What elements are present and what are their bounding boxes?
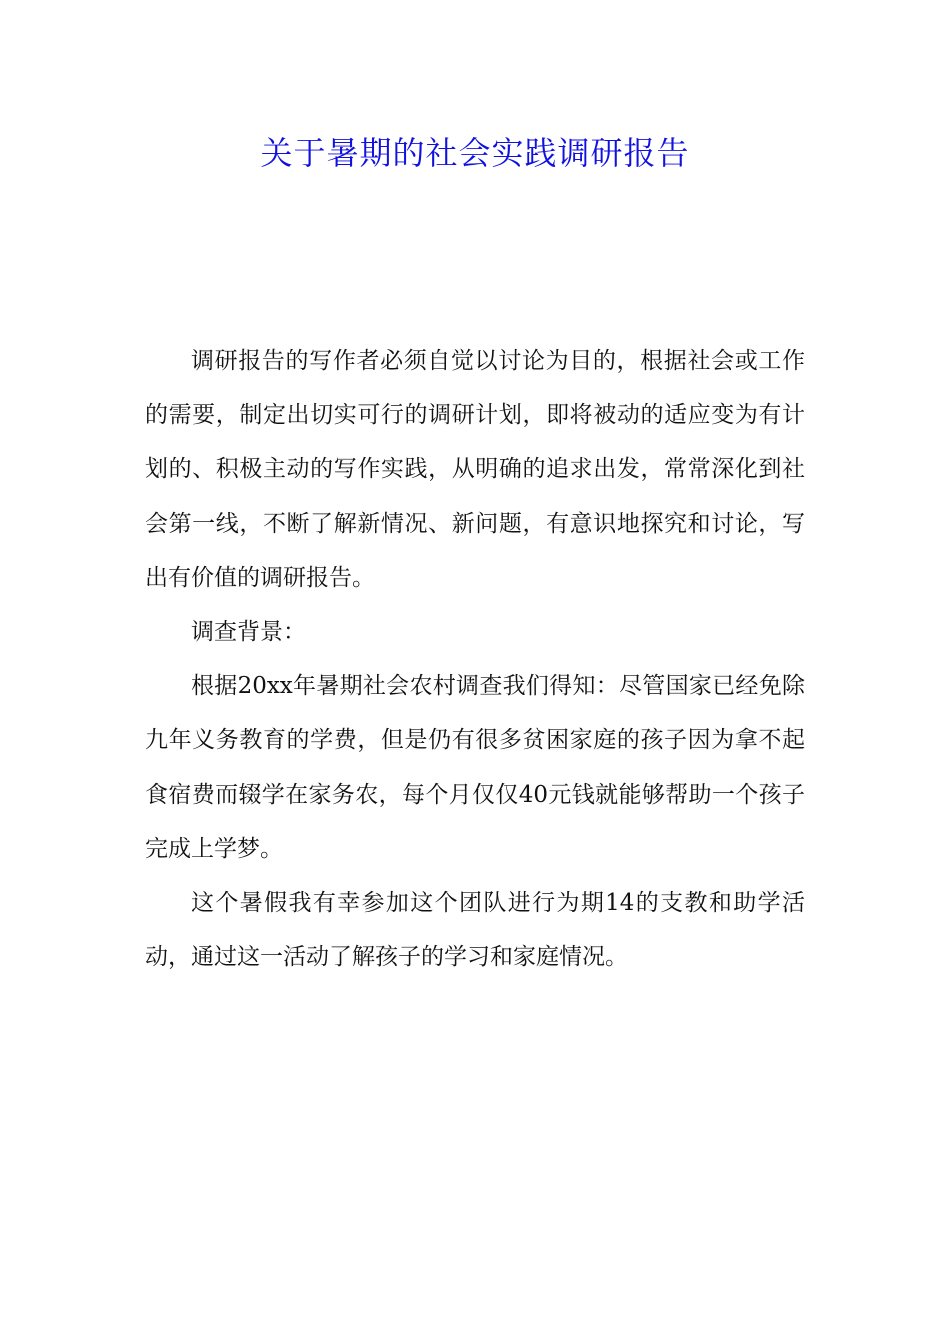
document-title: 关于暑期的社会实践调研报告 (260, 134, 690, 172)
paragraph-background-heading: 调查背景： (191, 619, 306, 646)
paragraph-background: 根据20xx年暑期社会农村调查我们得知：尽管国家已经免除九年义务教育的学费，但是仍有很多贫困家庭的孩子因为拿不起食宿费而辍学在家务农，每个月仅仅40元钱就能够帮助一个孩子完成上学梦。 (145, 673, 805, 862)
paragraph-activity: 这个暑假我有幸参加这个团队进行为期14的支教和助学活动，通过这一活动了解孩子的学习和家庭情况。 (145, 890, 805, 971)
paragraph-intro: 调研报告的写作者必须自觉以讨论为目的，根据社会或工作的需要，制定出切实可行的调研计划，即将被动的适应变为有计划的、积极主动的写作实践，从明确的追求出发，常常深化到社会第一线，不断了解新情况、新问题，有意识地探究和讨论，写出有价值的调研报告。 (145, 348, 805, 591)
document-body (145, 334, 805, 984)
